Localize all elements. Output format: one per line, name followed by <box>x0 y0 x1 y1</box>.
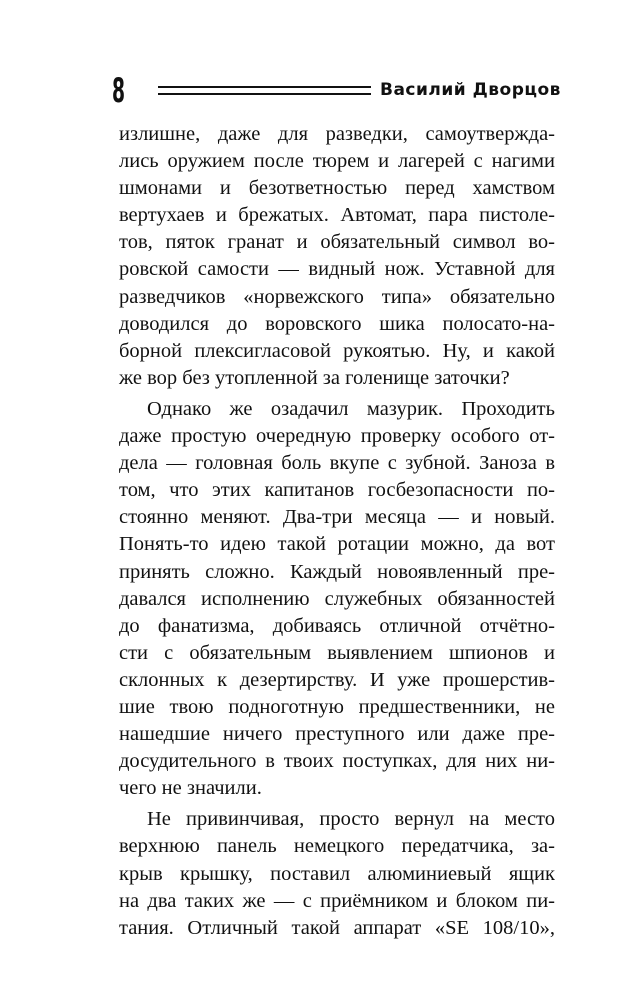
text-line: ровской самости — видный нож. Уставной для <box>119 258 555 281</box>
text-line: крыв крышку, поставил алюминиевый ящик <box>119 862 555 885</box>
text-line: верхнюю панель немецкого передатчика, за- <box>119 835 555 858</box>
text-line: шмонами и безответностью перед хамством <box>119 177 555 200</box>
paragraph-3 <box>119 806 555 941</box>
text-line: излишне, даже для разведки, самоутвержда- <box>119 123 555 145</box>
text-line: Однако же озадачил мазурик. Проходить <box>147 397 555 420</box>
text-line: же вор без утопленной за голенище заточки? <box>119 366 510 389</box>
text-line: на два таких же — с приёмником и блоком пи- <box>119 889 555 912</box>
text-line: до фанатизма, добиваясь отличной отчётно- <box>119 614 555 637</box>
text-line: шие твою подноготную предшественники, не <box>119 695 555 718</box>
text-line: доводился до воровского шика полосато-на- <box>119 312 555 335</box>
text-line: тов, пяток гранат и обязательный символ во- <box>119 231 555 254</box>
text-line: принять сложно. Каждый новоявленный пре- <box>119 560 555 583</box>
text-line: тания. Отличный такой аппарат «SE 108/10», <box>119 916 555 939</box>
body-text <box>119 121 555 942</box>
text-line: том, что этих капитанов госбезопасности по- <box>119 479 555 502</box>
paragraph-1 <box>119 121 555 392</box>
page-number: 8 <box>112 71 126 111</box>
text-line: Понять-то идею такой ротации можно, да вот <box>119 533 555 556</box>
text-line: дела — головная боль вкупе с зубной. Заноза в <box>119 452 555 475</box>
text-line: давался исполнению служебных обязанностей <box>119 587 555 610</box>
text-line: вертухаев и брежатых. Автомат, пара пистоле- <box>119 204 555 227</box>
text-line: Не привинчивая, просто вернул на место <box>147 808 555 831</box>
text-line: лись оружием после тюрем и лагерей с нагими <box>119 150 555 173</box>
running-title: Василий Дворцов <box>380 80 561 100</box>
header-rule-top <box>158 86 371 88</box>
text-line: склонных к дезертирству. И уже прошерстив- <box>119 668 555 691</box>
text-line: даже простую очередную проверку особого от- <box>119 425 555 448</box>
text-line: сти с обязательным выявлением шпионов и <box>119 641 555 664</box>
text-line: чего не значили. <box>119 777 262 800</box>
text-line: разведчиков «норвежского типа» обязательно <box>119 285 555 308</box>
paragraph-2 <box>119 396 555 802</box>
text-line: нашедшие ничего преступного или даже пре- <box>119 723 555 746</box>
text-line: борной плексигласовой рукоятью. Ну, и какой <box>119 339 555 362</box>
header-rule-bottom <box>158 93 371 95</box>
text-line: досудительного в твоих поступках, для них ни- <box>119 750 555 773</box>
text-line: стоянно меняют. Два-три месяца — и новый. <box>119 506 555 529</box>
